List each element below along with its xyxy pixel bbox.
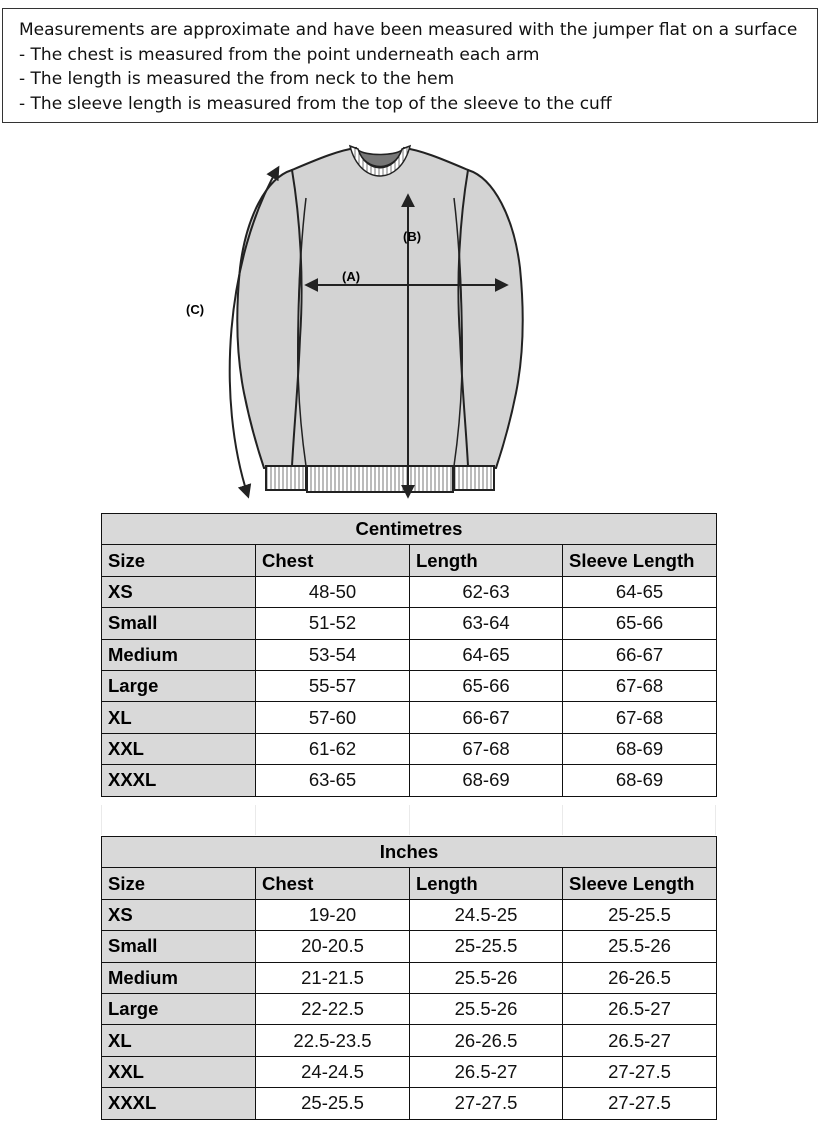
sleeve-cell: 64-65 [563,576,717,607]
chest-cell: 48-50 [256,576,410,607]
hem-rib [307,466,453,492]
jumper-diagram [170,138,590,500]
length-cell: 63-64 [410,608,563,639]
table-row [102,576,717,607]
sleeve-cell: 25-25.5 [563,899,717,930]
measurement-notes [2,8,818,123]
table-row [102,1025,717,1056]
length-cell: 67-68 [410,733,563,764]
chest-cell: 25-25.5 [256,1088,410,1119]
inches-title: Inches [102,837,717,868]
header-length: Length [410,868,563,899]
centimetres-title: Centimetres [102,514,717,545]
notes-line-sleeve: - The sleeve length is measured from the top of the sleeve to the cuff [19,93,612,114]
label-b: (B) [403,229,422,244]
header-chest: Chest [256,545,410,576]
chest-cell: 51-52 [256,608,410,639]
size-cell: XS [102,576,256,607]
table-header-row [102,545,717,576]
table-row [102,639,717,670]
chest-cell: 22-22.5 [256,993,410,1024]
size-cell: Small [102,931,256,962]
notes-heading: Measurements are approximate and have been measured with the jumper flat on a surface [19,20,798,40]
size-cell: Large [102,993,256,1024]
length-cell: 25.5-26 [410,962,563,993]
size-cell: XXL [102,733,256,764]
length-cell: 27-27.5 [410,1088,563,1119]
sleeve-cell: 26.5-27 [563,993,717,1024]
size-cell: XL [102,1025,256,1056]
table-spacer [101,805,716,835]
chest-cell: 57-60 [256,702,410,733]
sleeve-cell: 26-26.5 [563,962,717,993]
sleeve-cell: 27-27.5 [563,1056,717,1087]
notes-line-chest: - The chest is measured from the point underneath each arm [19,44,540,65]
length-cell: 68-69 [410,765,563,796]
chest-cell: 61-62 [256,733,410,764]
notes-line-length: - The length is measured the from neck to the hem [19,69,455,89]
chest-cell: 53-54 [256,639,410,670]
label-a: (A) [342,269,361,284]
length-cell: 65-66 [410,670,563,701]
length-cell: 25.5-26 [410,993,563,1024]
sleeve-cell: 68-69 [563,765,717,796]
label-c: (C) [186,302,205,317]
chest-cell: 55-57 [256,670,410,701]
table-row [102,962,717,993]
left-cuff [266,466,306,490]
length-cell: 62-63 [410,576,563,607]
table-title-row [102,514,717,545]
length-cell: 66-67 [410,702,563,733]
inches-table [101,836,717,1120]
size-cell: XL [102,702,256,733]
sleeve-cell: 66-67 [563,639,717,670]
chest-cell: 19-20 [256,899,410,930]
length-cell: 26.5-27 [410,1056,563,1087]
header-sleeve-length: Sleeve Length [563,545,717,576]
size-cell: Medium [102,639,256,670]
sleeve-cell: 27-27.5 [563,1088,717,1119]
table-row [102,931,717,962]
table-row [102,1056,717,1087]
chest-cell: 24-24.5 [256,1056,410,1087]
table-row [102,993,717,1024]
right-cuff [454,466,494,490]
size-cell: Medium [102,962,256,993]
chest-cell: 21-21.5 [256,962,410,993]
size-cell: XXXL [102,1088,256,1119]
chest-cell: 20-20.5 [256,931,410,962]
header-size: Size [102,545,256,576]
table-header-row [102,868,717,899]
header-length: Length [410,545,563,576]
length-cell: 25-25.5 [410,931,563,962]
table-title-row [102,837,717,868]
table-row [102,1088,717,1119]
sleeve-cell: 68-69 [563,733,717,764]
sleeve-cell: 25.5-26 [563,931,717,962]
table-row [102,608,717,639]
header-size: Size [102,868,256,899]
table-row [102,733,717,764]
length-cell: 24.5-25 [410,899,563,930]
table-row [102,765,717,796]
header-chest: Chest [256,868,410,899]
sleeve-cell: 67-68 [563,702,717,733]
length-cell: 26-26.5 [410,1025,563,1056]
size-cell: XXL [102,1056,256,1087]
chest-cell: 63-65 [256,765,410,796]
table-row [102,670,717,701]
centimetres-table [101,513,717,797]
size-cell: Large [102,670,256,701]
table-row [102,702,717,733]
sleeve-cell: 67-68 [563,670,717,701]
table-row [102,899,717,930]
jumper-body [292,148,468,466]
length-cell: 64-65 [410,639,563,670]
sleeve-cell: 65-66 [563,608,717,639]
size-cell: XXXL [102,765,256,796]
sleeve-cell: 26.5-27 [563,1025,717,1056]
chest-cell: 22.5-23.5 [256,1025,410,1056]
size-cell: Small [102,608,256,639]
header-sleeve-length: Sleeve Length [563,868,717,899]
size-cell: XS [102,899,256,930]
